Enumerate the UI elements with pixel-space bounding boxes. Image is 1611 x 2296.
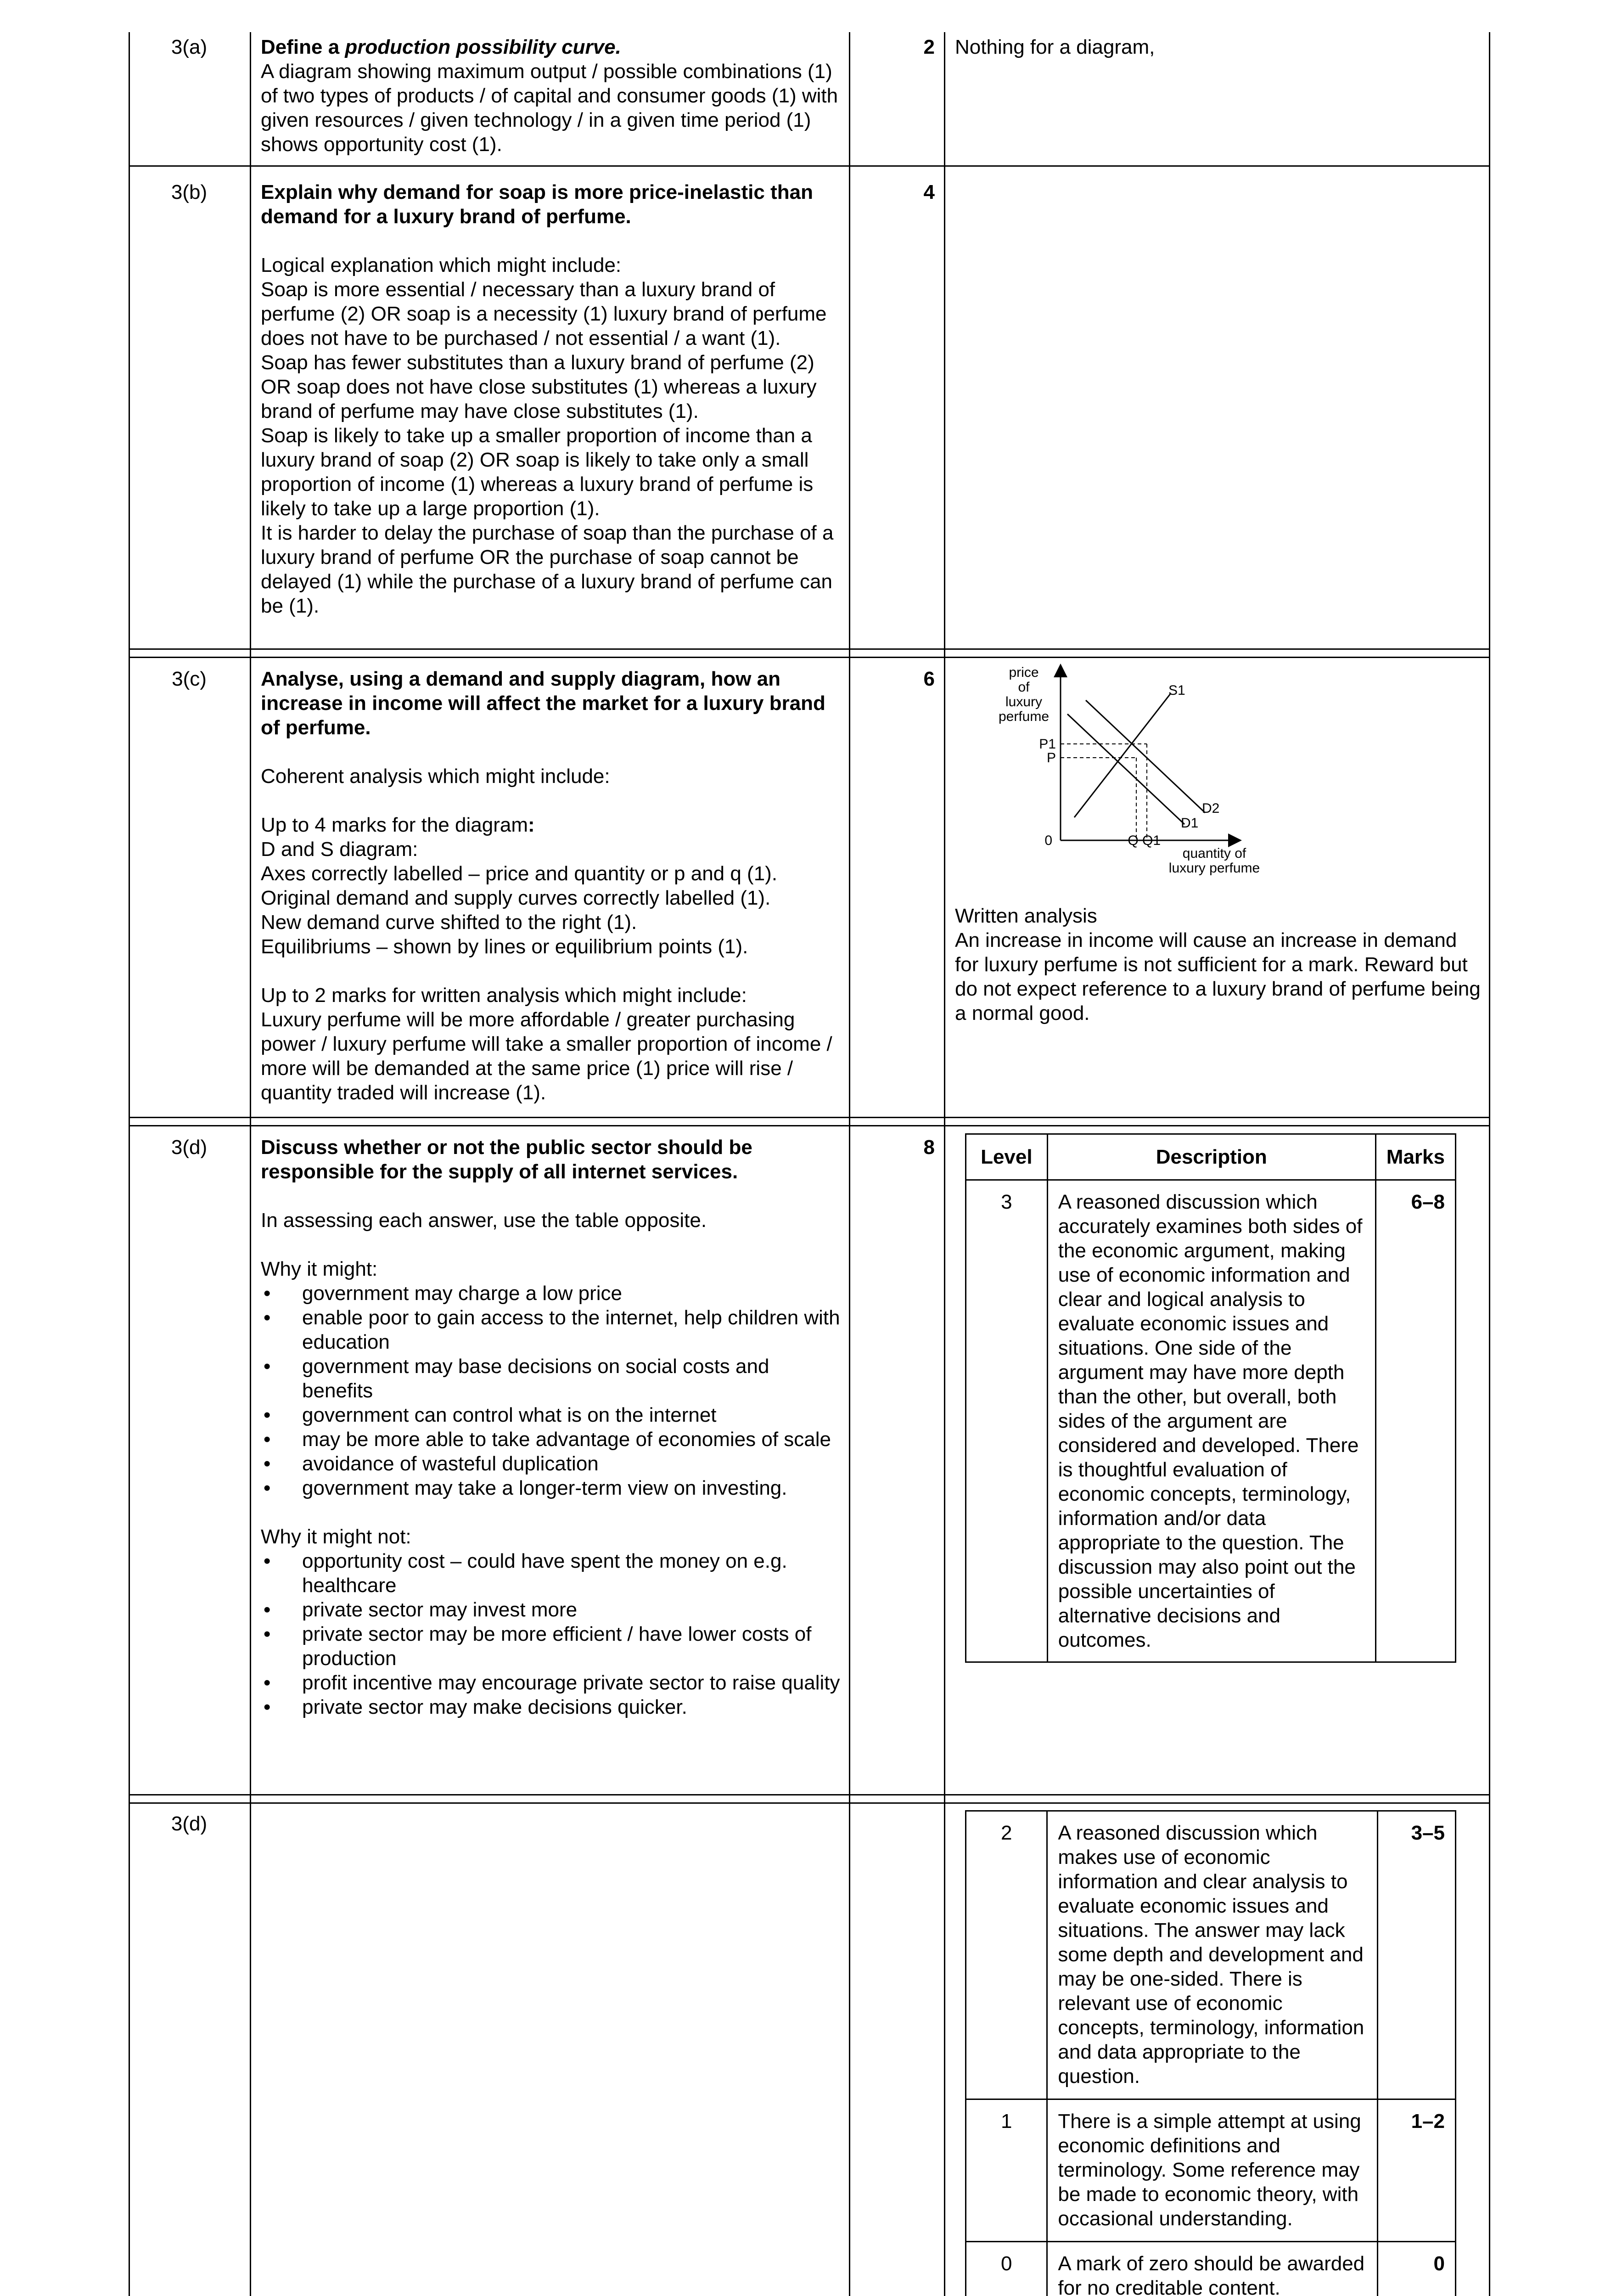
question-number: 3(c) (172, 668, 207, 690)
column-divider-question (250, 32, 251, 2296)
answer-text: A diagram showing maximum output / possible combinations (1) of two types of products / of capital and consumer goods (1) with given resources / given technology / in a given time period (1) shows opportunity cost (1). (261, 60, 838, 156)
row-divider (129, 657, 1490, 658)
question-heading: Analyse, using a demand and supply diagram, how an increase in income will affect the market for a luxury brand of perfume. (261, 668, 825, 739)
label-q1: Q1 (1142, 833, 1161, 848)
level-marks: 0 (1378, 2242, 1456, 2296)
answer-cell (261, 35, 844, 157)
answer-cell (261, 667, 844, 1105)
might-list (261, 1281, 844, 1500)
demand-curve-d2 (1086, 700, 1205, 813)
row-divider (129, 648, 1490, 650)
list-item: • government may take a longer-term view on investing. (261, 1476, 844, 1500)
y-axis-label-line: price (1009, 665, 1039, 680)
x-axis-label-line: quantity of (1182, 846, 1246, 861)
level-marks: 6–8 (1375, 1180, 1455, 1662)
might-not-title: Why it might not: (261, 1525, 411, 1548)
diagram-marks-intro: Up to 4 marks for the diagram: (261, 814, 535, 836)
demand-supply-diagram (950, 661, 1364, 891)
label-s1: S1 (1168, 683, 1185, 698)
level-description: There is a simple attempt at using economic definitions and terminology. Some reference may be made to economic theory, with occasional understanding. (1047, 2099, 1378, 2242)
marks-value: 4 (923, 181, 935, 203)
level-number: 0 (966, 2242, 1047, 2296)
row-divider (129, 1117, 1490, 1118)
answer-point: Axes correctly labelled – price and quantity or p and q (1). (261, 862, 778, 885)
row-divider (129, 1794, 1490, 1795)
answer-cell (261, 180, 844, 618)
list-item: • private sector may be more efficient / have lower costs of production (261, 1622, 844, 1671)
list-item: • government may base decisions on social costs and benefits (261, 1354, 844, 1403)
answer-intro: Logical explanation which might include: (261, 254, 622, 276)
row-divider (129, 165, 1490, 167)
list-item: • enable poor to gain access to the internet, help children with education (261, 1306, 844, 1354)
table-row (966, 2099, 1456, 2242)
label-p: P (1046, 750, 1056, 765)
question-heading: Define a production possibility curve. (261, 36, 621, 58)
mark-scheme-table (129, 0, 1490, 2296)
list-item: • government may charge a low price (261, 1281, 844, 1306)
level-description: A reasoned discussion which makes use of economic information and clear analysis to evaluate economic issues and situations. The answer may lack some depth and development and may be one-sided. There is relevant use of economic concepts, terminology, information and data appropriate to the question. (1047, 1811, 1378, 2099)
guidance-title: Written analysis (955, 905, 1097, 927)
table-row (966, 1180, 1456, 1662)
x-axis-label-line: luxury perfume (1168, 861, 1260, 876)
level-number: 2 (966, 1811, 1047, 2099)
might-title: Why it might: (261, 1258, 378, 1280)
demand-curve-d1 (1067, 714, 1184, 824)
label-d1: D1 (1181, 816, 1199, 831)
row-divider (129, 1802, 1490, 1804)
table-border-right (1489, 32, 1490, 2296)
list-item: • private sector may invest more (261, 1598, 844, 1622)
y-axis-label-line: of (1018, 680, 1030, 695)
answer-point: Equilibriums – shown by lines or equilibrium points (1). (261, 935, 748, 958)
answer-intro: In assessing each answer, use the table opposite. (261, 1209, 707, 1232)
level-description: A mark of zero should be awarded for no creditable content. (1047, 2242, 1378, 2296)
list-item: • opportunity cost – could have spent the money on e.g. healthcare (261, 1549, 844, 1598)
guidance-text: An increase in income will cause an increase in demand for luxury perfume is not sufficient for a mark. Reward but do not expect reference to a luxury brand of perfume being a normal good. (955, 929, 1481, 1024)
header-description: Description (1047, 1134, 1375, 1180)
guidance-cell (955, 904, 1483, 1025)
marks-value: 2 (923, 36, 935, 58)
table-header-row (966, 1134, 1456, 1180)
answer-point: Soap has fewer substitutes than a luxury brand of perfume (2) OR soap does not have close substitutes (1) whereas a luxury brand of perfume may have close substitutes (1). (261, 351, 817, 422)
header-marks: Marks (1375, 1134, 1455, 1180)
answer-point: Soap is more essential / necessary than a luxury brand of perfume (2) OR soap is a necessity (1) luxury brand of perfume does not have to be purchased / not essential / a want (1). (261, 278, 827, 349)
question-heading: Discuss whether or not the public sector should be responsible for the supply of all internet services. (261, 1136, 752, 1183)
marks-value: 8 (923, 1136, 935, 1159)
list-item: • profit incentive may encourage private sector to raise quality (261, 1671, 844, 1695)
level-description: A reasoned discussion which accurately examines both sides of the economic argument, making use of economic information and clear and logical analysis to evaluate economic issues and situations. One side of the argument may have more depth than the other, but overall, both sides of the argument are considered and developed. There is thoughtful evaluation of economic concepts, terminology, information and/or data appropriate to the question. The discussion may also point out the possible uncertainties of alternative decisions and outcomes. (1047, 1180, 1375, 1662)
list-item: • private sector may make decisions quicker. (261, 1695, 844, 1719)
written-marks-intro: Up to 2 marks for written analysis which might include: (261, 984, 747, 1007)
label-q: Q (1128, 833, 1139, 848)
supply-curve-s1 (1074, 693, 1171, 817)
answer-point: Soap is likely to take up a smaller proportion of income than a luxury brand of soap (2) OR soap is likely to take only a small proportion of income (1) whereas a luxury brand of perfume is likely to take up a large proportion (1). (261, 424, 814, 520)
marks-value: 6 (923, 668, 935, 690)
answer-cell (261, 1135, 844, 1719)
column-divider-answer (849, 32, 850, 2296)
level-marks: 1–2 (1378, 2099, 1456, 2242)
level-number: 3 (966, 1180, 1048, 1662)
answer-point: D and S diagram: (261, 838, 418, 861)
y-axis-label-line: luxury (1005, 694, 1043, 709)
question-number: 3(d) (171, 1812, 208, 1835)
label-p1: P1 (1039, 737, 1056, 752)
question-heading: Explain why demand for soap is more price-inelastic than demand for a luxury brand of perfume. (261, 181, 813, 228)
level-marks: 3–5 (1378, 1811, 1456, 2099)
y-axis-label-line: perfume (998, 709, 1050, 724)
label-d2: D2 (1202, 801, 1220, 816)
answer-point: New demand curve shifted to the right (1). (261, 911, 637, 934)
origin-label: 0 (1044, 833, 1052, 848)
question-number: 3(a) (171, 36, 208, 58)
row-divider (129, 1125, 1490, 1126)
question-number: 3(d) (171, 1136, 208, 1159)
column-divider-marks (944, 32, 945, 2296)
level-table (965, 1133, 1456, 1663)
list-item: • government can control what is on the internet (261, 1403, 844, 1427)
question-number: 3(b) (171, 181, 208, 203)
list-item: • avoidance of wasteful duplication (261, 1452, 844, 1476)
answer-point: Luxury perfume will be more affordable / greater purchasing power / luxury perfume will take a smaller proportion of income / more will be demanded at the same price (1) price will rise / quantity traded will increase (1). (261, 1008, 832, 1104)
level-number: 1 (966, 2099, 1047, 2242)
might-not-list (261, 1549, 844, 1719)
table-row (966, 1811, 1456, 2099)
answer-intro: Coherent analysis which might include: (261, 765, 610, 788)
list-item: • may be more able to take advantage of economies of scale (261, 1427, 844, 1452)
answer-point: Original demand and supply curves correctly labelled (1). (261, 887, 771, 909)
answer-point: It is harder to delay the purchase of soap than the purchase of a luxury brand of perfume OR the purchase of soap cannot be delayed (1) while the purchase of a luxury brand of perfume can be (1). (261, 522, 834, 617)
table-border-left (129, 32, 130, 2296)
header-level: Level (966, 1134, 1048, 1180)
table-row (966, 2242, 1456, 2296)
level-table-continued (965, 1810, 1456, 2296)
guidance-text: Nothing for a diagram, (955, 36, 1155, 58)
